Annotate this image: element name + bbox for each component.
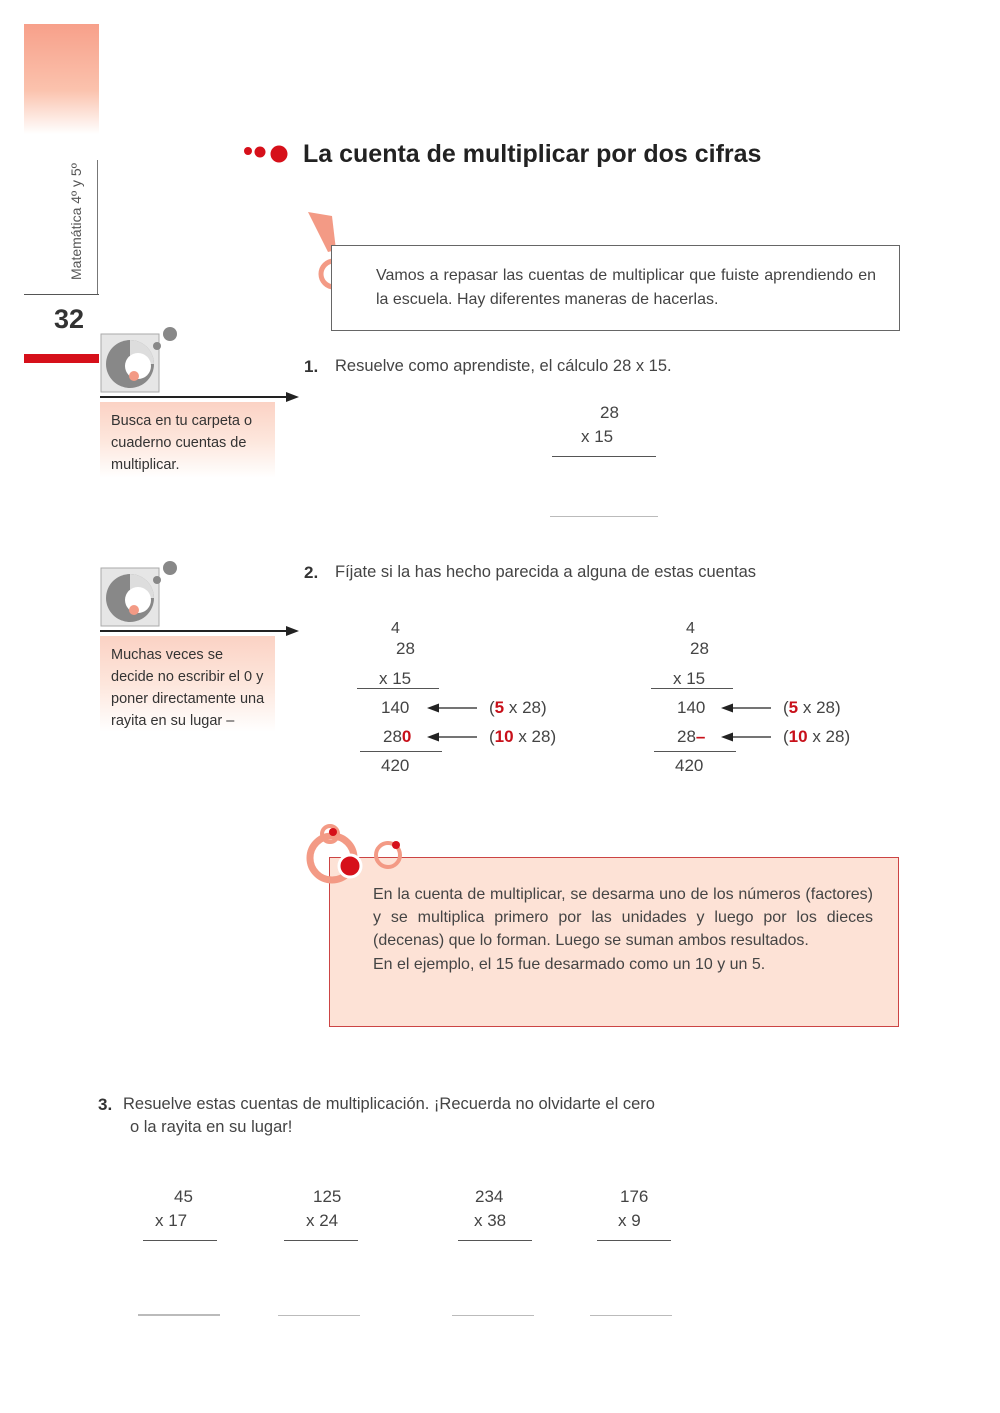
note-1: (5 x 28)	[783, 698, 841, 717]
product-line	[651, 688, 733, 689]
sidebar-rule	[24, 294, 99, 295]
info-text	[373, 883, 873, 976]
arrow-head-icon	[286, 391, 300, 403]
student-avatar-icon	[100, 560, 180, 628]
top-factor: 125	[313, 1187, 342, 1206]
note-2: (10 x 28)	[783, 727, 851, 746]
sidebar-label: Matemática 4º y 5º	[68, 163, 84, 280]
arrow-left-icon	[427, 702, 479, 714]
top-factor: 176	[620, 1187, 649, 1206]
q3-text-line2: o la rayita en su lugar!	[130, 1118, 293, 1136]
sidebar-gradient	[24, 24, 99, 134]
title-dots-icon	[243, 143, 293, 165]
tip2-box: Muchas veces se decide no escribir el 0 y poner directamente una rayita en su lugar –	[100, 636, 275, 732]
note-1: (5 x 28)	[489, 698, 547, 717]
sum-line	[360, 751, 442, 752]
arrow-left-icon	[427, 731, 479, 743]
info-paragraph-2: En el ejemplo, el 15 fue desarmado como un 10 y un 5.	[373, 955, 766, 973]
top-factor: 45	[174, 1187, 193, 1206]
q3-number: 3.	[98, 1095, 113, 1114]
bottom-factor: x 17	[155, 1211, 188, 1230]
product-line	[284, 1240, 358, 1241]
bottom-factor: x 15	[673, 669, 706, 688]
sidebar-divider	[97, 160, 98, 295]
top-factor: 28	[396, 639, 415, 658]
q1-text: Resuelve como aprendiste, el cálculo 28 x 15.	[335, 357, 672, 375]
partial-product-2: 280	[383, 727, 412, 746]
result: 420	[675, 756, 704, 775]
bottom-factor: x 24	[306, 1211, 339, 1230]
partial-product-1: 140	[381, 698, 410, 717]
carry-digit: 4	[391, 620, 400, 637]
top-factor: 28	[690, 639, 709, 658]
sum-line	[654, 751, 736, 752]
answer-line[interactable]	[590, 1315, 672, 1316]
intro-text: Vamos a repasar las cuentas de multiplicar que fuiste aprendiendo en la escuela. Hay diferentes maneras de hacerlas.	[376, 267, 876, 308]
answer-line[interactable]	[138, 1314, 220, 1316]
q1-product-line	[552, 456, 656, 457]
result: 420	[381, 756, 410, 775]
product-line	[458, 1240, 532, 1241]
page-title: La cuenta de multiplicar por dos cifras	[303, 140, 762, 168]
page-number: 32	[54, 304, 85, 334]
q1-bottom-factor: x 15	[581, 427, 614, 446]
student-avatar-icon	[100, 326, 180, 394]
product-line	[357, 688, 439, 689]
q2-number: 2.	[304, 563, 319, 582]
partial-product-1: 140	[677, 698, 706, 717]
answer-line[interactable]	[278, 1315, 360, 1316]
tip2-arrow	[100, 630, 290, 632]
bottom-factor: x 38	[474, 1211, 507, 1230]
product-line	[597, 1240, 671, 1241]
product-line	[143, 1240, 217, 1241]
answer-line[interactable]	[452, 1315, 534, 1316]
bottom-factor: x 9	[618, 1211, 641, 1230]
sidebar-red-bar	[24, 354, 99, 363]
arrow-head-icon	[286, 625, 300, 637]
q2-text: Fíjate si la has hecho parecida a alguna de estas cuentas	[335, 563, 757, 581]
arrow-left-icon	[721, 731, 773, 743]
q3-text-line1: Resuelve estas cuentas de multiplicación. ¡Recuerda no olvidarte el cero	[123, 1095, 655, 1113]
bottom-factor: x 15	[379, 669, 412, 688]
partial-product-2: 28–	[677, 727, 706, 746]
tip1-arrow	[100, 396, 290, 398]
arrow-left-icon	[721, 702, 773, 714]
q1-number: 1.	[304, 357, 319, 376]
q1-answer-line[interactable]	[550, 516, 658, 517]
carry-digit: 4	[686, 620, 695, 637]
bubbles-icon	[302, 822, 412, 890]
tip1-box: Busca en tu carpeta o cuaderno cuentas de multiplicar.	[100, 402, 275, 478]
info-paragraph-1: En la cuenta de multiplicar, se desarma uno de los números (factores) y se multiplica primero por las unidades y luego por los dieces (decenas) que lo forman. Luego se suman ambos resultados.	[373, 886, 873, 950]
q1-top-factor: 28	[600, 403, 619, 422]
note-2: (10 x 28)	[489, 727, 557, 746]
top-factor: 234	[475, 1187, 504, 1206]
